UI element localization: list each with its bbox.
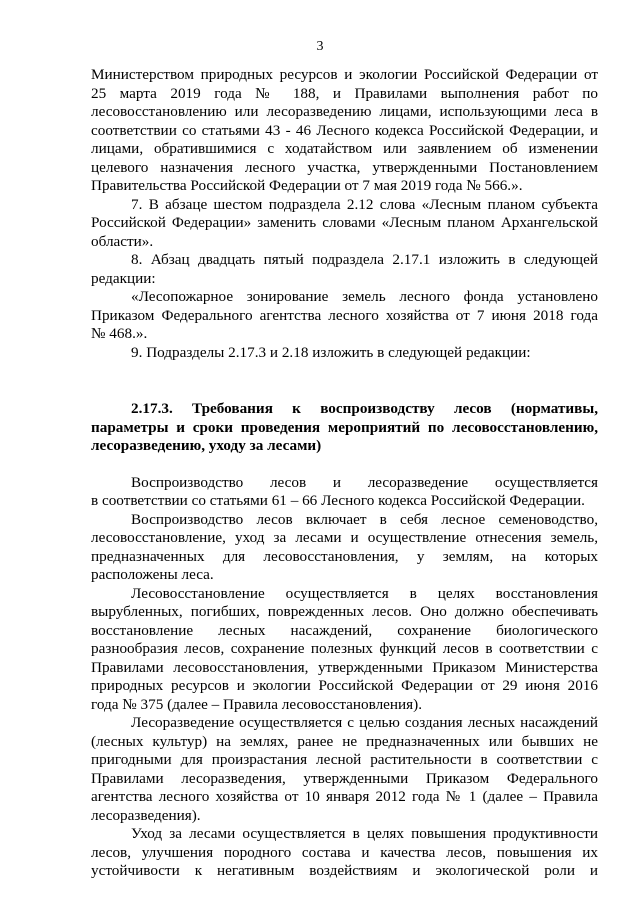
paragraph-5	[91, 825, 598, 881]
paragraph-continuation	[91, 66, 598, 196]
text-line: Правилами лесовосстановления, утвержденными Приказом Министерства	[91, 658, 598, 676]
text-line: лесов, улучшения породного состава и качества лесов, повышения их	[91, 843, 598, 861]
text-line: в соответствии со статьями 61 – 66 Лесного кодекса Российской Федерации.	[91, 492, 585, 509]
page-number: 3	[316, 39, 324, 54]
paragraph-item-8	[91, 251, 598, 288]
section-heading	[91, 400, 598, 456]
text-line: № 468.».	[91, 325, 148, 342]
text-line: расположены леса.	[91, 566, 214, 583]
text-line: лицами, обратившимися с ходатайством или заявлением об изменении	[91, 140, 598, 157]
text-line: целевого назначения лесного участка, утвержденными Постановлением	[91, 158, 598, 176]
paragraph-1	[91, 474, 598, 511]
text-line: Лесоразведение осуществляется с целью создания лесных насаждений	[131, 714, 598, 731]
text-line: 9. Подразделы 2.17.3 и 2.18 изложить в следующей редакции:	[131, 343, 531, 361]
text-line: Воспроизводство лесов включает в себя лесное семеноводство,	[131, 510, 598, 528]
heading-line: лесоразведению, уходу за лесами)	[91, 437, 322, 454]
text-line: Российской Федерации» заменить словами «Лесным планом Архангельской	[91, 214, 598, 231]
text-line: разнообразия лесов, сохранение полезных функций лесов в соответствии с	[91, 640, 598, 657]
paragraph-item-9	[91, 344, 598, 363]
text-line: области».	[91, 232, 154, 250]
text-line: природных ресурсов и экологии Российской Федерации от 29 июня 2016	[91, 677, 598, 694]
text-line: лесоразведения).	[91, 806, 201, 824]
text-line: предназначенных для лесовосстановления, у землям, на которых	[91, 547, 598, 565]
heading-line: 2.17.3. Требования к воспроизводству лесов (нормативы,	[131, 400, 598, 417]
spacer	[91, 362, 598, 400]
text-line: восстановление лесных насаждений, сохранение биологического	[91, 621, 598, 639]
text-line: лесовосстановлению или лесоразведению лицами, использующими леса в	[91, 103, 598, 120]
text-line: Воспроизводство лесов и лесоразведение осуществляется	[131, 473, 598, 491]
text-line: пригодными для произрастания лесной растительности в соответствии с	[91, 751, 598, 768]
text-line: Лесовосстановление осуществляется в целях восстановления	[131, 584, 598, 602]
paragraph-2	[91, 511, 598, 585]
text-line: Правилами лесоразведения, утвержденными Приказом Федерального	[91, 769, 598, 787]
document-body	[91, 66, 598, 881]
text-line: 7. В абзаце шестом подраздела 2.12 слова «Лесным планом субъекта	[131, 195, 598, 213]
text-line: Уход за лесами осуществляется в целях повышения продуктивности	[131, 825, 598, 842]
paragraph-quote	[91, 288, 598, 344]
text-line: «Лесопожарное зонирование земель лесного фонда установлено	[131, 288, 598, 305]
text-line: года № 375 (далее – Правила лесовосстановления).	[91, 695, 422, 713]
text-line: соответствии со статьями 43 - 46 Лесного кодекса Российской Федерации, и	[91, 121, 598, 139]
paragraph-item-7	[91, 196, 598, 252]
text-line: устойчивости к негативным воздействиям и экологической роли и	[91, 862, 598, 879]
text-line: лесовосстановление, уход за лесами и осуществление отнесения земель,	[91, 529, 598, 546]
text-line: редакции:	[91, 269, 156, 287]
paragraph-4	[91, 714, 598, 825]
text-line: 25 марта 2019 года № 188, и Правилами выполнения работ по	[91, 84, 598, 102]
spacer	[91, 456, 598, 474]
text-line: агентства лесного хозяйства от 10 января 2012 года № 1 (далее – Правила	[91, 788, 598, 805]
text-line: Правительства Российской Федерации от 7 мая 2019 года № 566.».	[91, 177, 523, 194]
text-line: (лесных культур) на землях, ранее не предназначенных или бывших не	[91, 732, 598, 750]
text-line: Приказом Федерального агентства лесного хозяйства от 7 июня 2018 года	[91, 306, 598, 324]
text-line: Министерством природных ресурсов и экологии Российской Федерации от	[91, 66, 598, 83]
text-line: вырубленных, погибших, поврежденных лесов. Оно должно обеспечивать	[91, 603, 598, 620]
text-line: 8. Абзац двадцать пятый подраздела 2.17.1 изложить в следующей	[131, 251, 598, 268]
heading-line: параметры и сроки проведения мероприятий по лесовосстановлению,	[91, 418, 598, 436]
paragraph-3	[91, 585, 598, 715]
